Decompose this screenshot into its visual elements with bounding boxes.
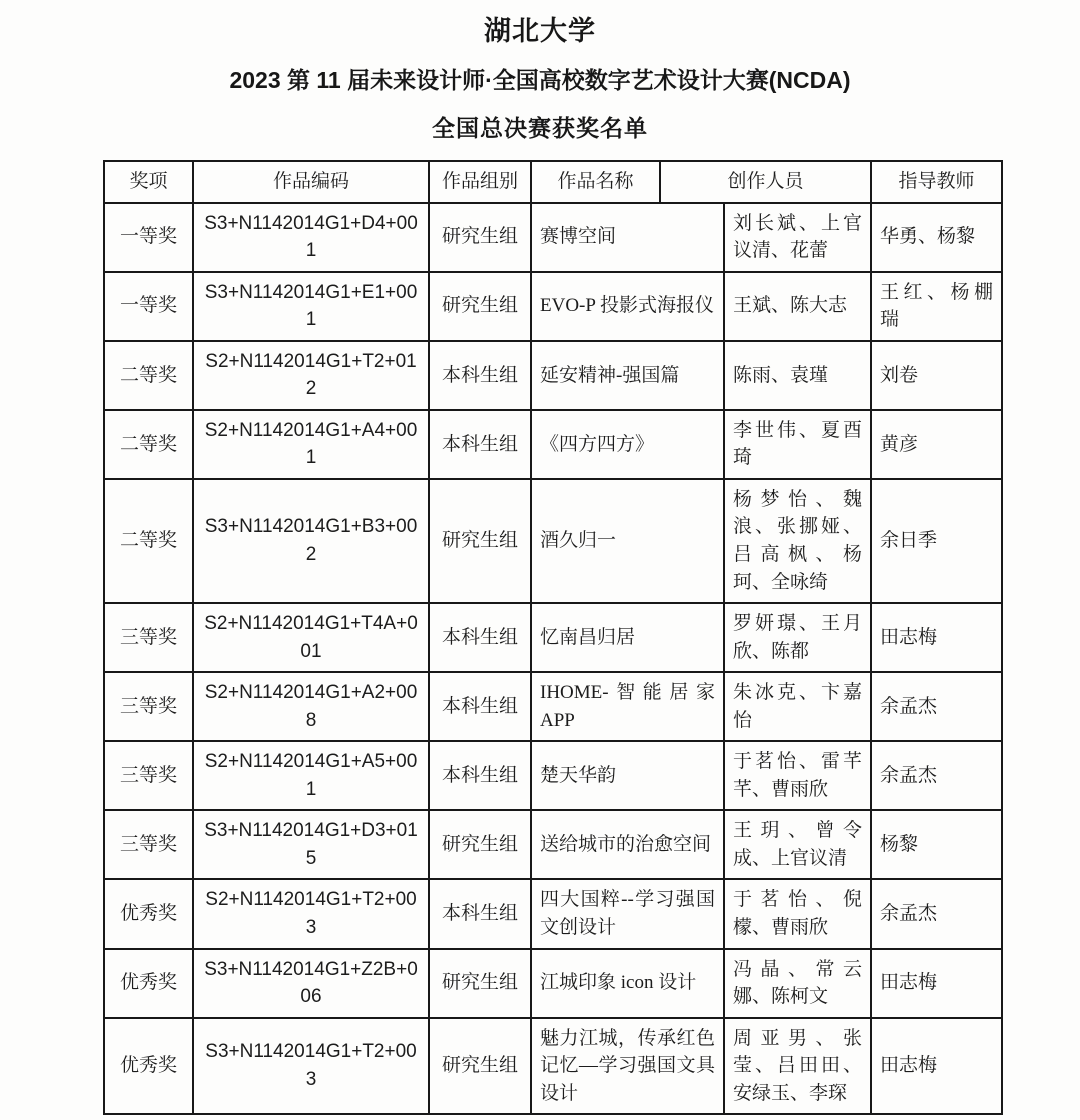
- award-cell: 二等奖: [104, 479, 193, 603]
- table-row: [104, 341, 1002, 410]
- group-cell: 研究生组: [429, 479, 531, 603]
- teachers-cell: 田志梅: [871, 603, 1002, 672]
- work-title-cell: 《四方四方》: [531, 410, 724, 479]
- table-row: [104, 203, 1002, 272]
- header-code: 作品编码: [193, 161, 429, 203]
- work-code-cell: S3+N1142014G1+D4+001: [193, 203, 429, 272]
- group-cell: 本科生组: [429, 410, 531, 479]
- work-code-cell: S2+N1142014G1+T2+003: [193, 879, 429, 948]
- award-cell: 优秀奖: [104, 879, 193, 948]
- awards-table-body: [104, 203, 1002, 1115]
- award-cell: 优秀奖: [104, 1018, 193, 1115]
- creators-cell: 王斌、陈大志: [724, 272, 871, 341]
- teachers-cell: 华勇、杨黎: [871, 203, 1002, 272]
- group-cell: 研究生组: [429, 1018, 531, 1115]
- work-code-cell: S2+N1142014G1+T2+012: [193, 341, 429, 410]
- table-row: [104, 741, 1002, 810]
- work-title-cell: 楚天华韵: [531, 741, 724, 810]
- table-row: [104, 949, 1002, 1018]
- work-title-cell: 忆南昌归居: [531, 603, 724, 672]
- work-code-cell: S3+N1142014G1+D3+015: [193, 810, 429, 879]
- award-cell: 一等奖: [104, 272, 193, 341]
- header-award: 奖项: [104, 161, 193, 203]
- creators-cell: 朱冰克、卞嘉怡: [724, 672, 871, 741]
- awards-table: [103, 160, 1003, 1115]
- creators-cell: 李世伟、夏酉琦: [724, 410, 871, 479]
- work-title-cell: 魅力江城，传承红色记忆—学习强国文具设计: [531, 1018, 724, 1115]
- creators-cell: 刘长斌、上官议清、花蕾: [724, 203, 871, 272]
- award-list-title: 全国总决赛获奖名单: [432, 115, 648, 141]
- creators-cell: 于茗怡、雷芊芊、曹雨欣: [724, 741, 871, 810]
- table-row: [104, 410, 1002, 479]
- teachers-cell: 田志梅: [871, 949, 1002, 1018]
- work-title-cell: 延安精神-强国篇: [531, 341, 724, 410]
- group-cell: 研究生组: [429, 810, 531, 879]
- work-title-cell: EVO-P 投影式海报仪: [531, 272, 724, 341]
- award-cell: 三等奖: [104, 810, 193, 879]
- teachers-cell: 黄彦: [871, 410, 1002, 479]
- creators-cell: 陈雨、袁瑾: [724, 341, 871, 410]
- teachers-cell: 王红、杨棚瑞: [871, 272, 1002, 341]
- group-cell: 研究生组: [429, 272, 531, 341]
- teachers-cell: 余日季: [871, 479, 1002, 603]
- award-cell: 三等奖: [104, 741, 193, 810]
- work-title-cell: 酒久归一: [531, 479, 724, 603]
- work-code-cell: S2+N1142014G1+A2+008: [193, 672, 429, 741]
- header-work-title: 作品名称: [531, 161, 660, 203]
- work-code-cell: S2+N1142014G1+A4+001: [193, 410, 429, 479]
- table-row: [104, 1018, 1002, 1115]
- teachers-cell: 余孟杰: [871, 672, 1002, 741]
- group-cell: 本科生组: [429, 603, 531, 672]
- table-row: [104, 479, 1002, 603]
- group-cell: 本科生组: [429, 879, 531, 948]
- table-row: [104, 672, 1002, 741]
- header-group: 作品组别: [429, 161, 531, 203]
- group-cell: 本科生组: [429, 741, 531, 810]
- group-cell: 本科生组: [429, 672, 531, 741]
- teachers-cell: 余孟杰: [871, 741, 1002, 810]
- competition-title: 2023 第 11 届未来设计师·全国高校数字艺术设计大赛(NCDA): [229, 67, 851, 93]
- work-code-cell: S2+N1142014G1+T4A+001: [193, 603, 429, 672]
- work-code-cell: S3+N1142014G1+Z2B+006: [193, 949, 429, 1018]
- header-teachers: 指导教师: [871, 161, 1002, 203]
- table-row: [104, 879, 1002, 948]
- award-cell: 优秀奖: [104, 949, 193, 1018]
- work-code-cell: S3+N1142014G1+E1+001: [193, 272, 429, 341]
- creators-cell: 罗妍璟、王月欣、陈都: [724, 603, 871, 672]
- work-code-cell: S3+N1142014G1+T2+003: [193, 1018, 429, 1115]
- work-title-cell: 江城印象 icon 设计: [531, 949, 724, 1018]
- group-cell: 研究生组: [429, 949, 531, 1018]
- teachers-cell: 田志梅: [871, 1018, 1002, 1115]
- work-title-cell: 赛博空间: [531, 203, 724, 272]
- award-cell: 二等奖: [104, 341, 193, 410]
- creators-cell: 周亚男、张莹、吕田田、安绿玉、李琛: [724, 1018, 871, 1115]
- creators-cell: 杨梦怡、魏浪、张挪娅、吕高枫、杨珂、全咏绮: [724, 479, 871, 603]
- award-cell: 三等奖: [104, 603, 193, 672]
- award-cell: 二等奖: [104, 410, 193, 479]
- table-header-row: [104, 161, 1002, 203]
- table-row: [104, 603, 1002, 672]
- work-title-cell: 送给城市的治愈空间: [531, 810, 724, 879]
- creators-cell: 王玥、曾令成、上官议清: [724, 810, 871, 879]
- work-code-cell: S2+N1142014G1+A5+001: [193, 741, 429, 810]
- teachers-cell: 余孟杰: [871, 879, 1002, 948]
- group-cell: 研究生组: [429, 203, 531, 272]
- table-row: [104, 810, 1002, 879]
- document-page: [0, 13, 1080, 1120]
- award-cell: 一等奖: [104, 203, 193, 272]
- table-row: [104, 272, 1002, 341]
- creators-cell: 于茗怡、倪檬、曹雨欣: [724, 879, 871, 948]
- creators-cell: 冯晶、常云娜、陈柯文: [724, 949, 871, 1018]
- award-cell: 三等奖: [104, 672, 193, 741]
- teachers-cell: 刘卷: [871, 341, 1002, 410]
- header-creators: 创作人员: [660, 161, 871, 203]
- teachers-cell: 杨黎: [871, 810, 1002, 879]
- work-title-cell: 四大国粹--学习强国文创设计: [531, 879, 724, 948]
- work-title-cell: IHOME-智能居家 APP: [531, 672, 724, 741]
- group-cell: 本科生组: [429, 341, 531, 410]
- work-code-cell: S3+N1142014G1+B3+002: [193, 479, 429, 603]
- university-title: 湖北大学: [484, 16, 596, 46]
